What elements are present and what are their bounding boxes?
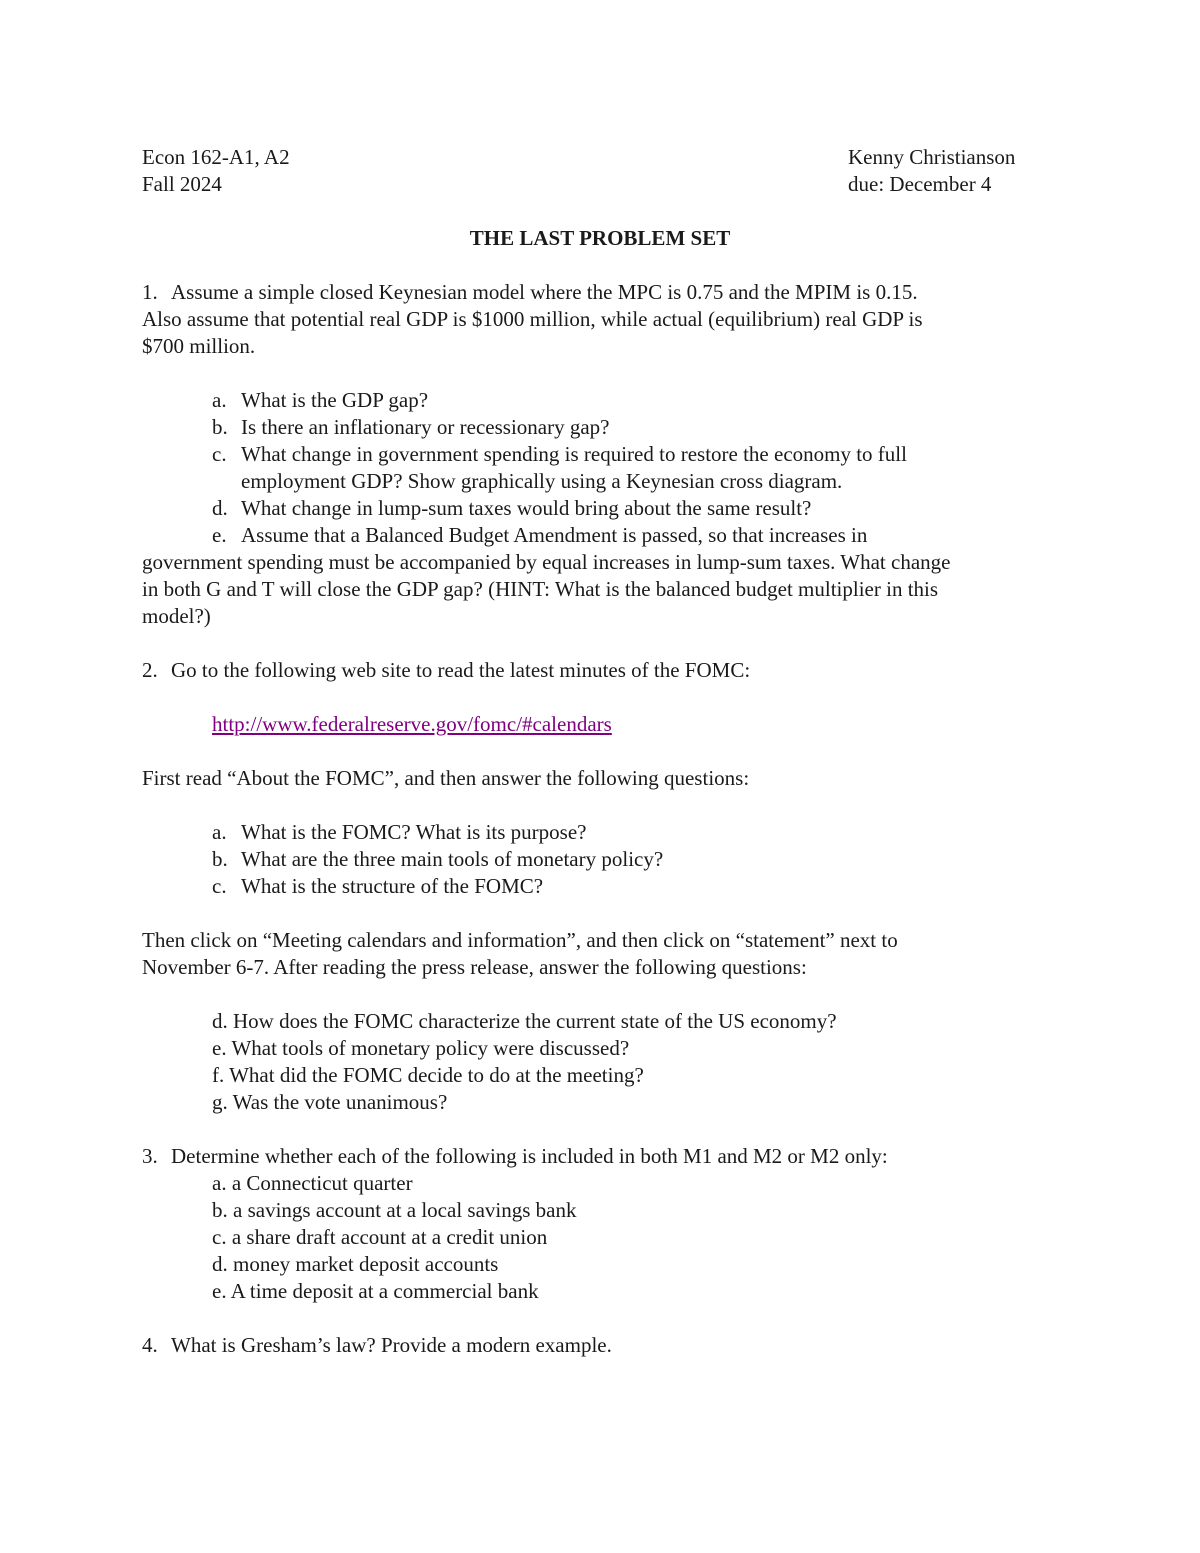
list-item: d. How does the FOMC characterize the current state of the US economy? [212,1009,837,1033]
list-item: c. a share draft account at a credit union [212,1225,548,1249]
instructor-name: Kenny Christianson [848,145,1016,169]
question-text: What is Gresham’s law? Provide a modern example. [171,1333,612,1357]
course-code: Econ 162-A1, A2 [142,145,290,169]
item-label: d. [212,496,228,520]
list-item: a. a Connecticut quarter [212,1171,413,1195]
fomc-calendars-link[interactable]: http://www.federalreserve.gov/fomc/#calendars [212,712,612,736]
question-number: 4. [142,1333,158,1357]
item-label: b. [212,847,228,871]
question-2-line-1 [142,657,750,684]
paragraph-line: Then click on “Meeting calendars and information”, and then click on “statement” next to [142,928,898,952]
list-item [212,846,663,873]
page-title: THE LAST PROBLEM SET [469,226,731,250]
question-number: 2. [142,658,158,682]
item-label: c. [212,442,227,466]
question-text: Assume a simple closed Keynesian model where the MPC is 0.75 and the MPIM is 0.15. [171,280,918,304]
term: Fall 2024 [142,172,222,196]
list-item: b. a savings account at a local savings bank [212,1198,577,1222]
list-item-continuation: employment GDP? Show graphically using a Keynesian cross diagram. [241,469,843,493]
item-label: a. [212,388,227,412]
item-text: What is the structure of the FOMC? [241,874,544,898]
item-text: Is there an inflationary or recessionary gap? [241,415,610,439]
list-item [212,387,428,414]
question-3 [142,1143,888,1170]
question-4 [142,1332,612,1359]
paragraph-line: First read “About the FOMC”, and then answer the following questions: [142,766,750,790]
item-text: Assume that a Balanced Budget Amendment is passed, so that increases in [241,523,868,547]
list-item: e. What tools of monetary policy were discussed? [212,1036,630,1060]
item-label: b. [212,415,228,439]
list-item [212,495,811,522]
item-text: What are the three main tools of monetary policy? [241,847,664,871]
question-1-line-2: Also assume that potential real GDP is $1000 million, while actual (equilibrium) real GDP is [142,307,923,331]
list-item [212,873,543,900]
item-text: What is the GDP gap? [241,388,429,412]
list-item [212,414,610,441]
item-text: What change in government spending is required to restore the economy to full [241,442,907,466]
item-label: a. [212,820,227,844]
list-item: d. money market deposit accounts [212,1252,499,1276]
question-1-line-1 [142,279,918,306]
question-number: 3. [142,1144,158,1168]
list-item [212,522,867,549]
question-1-line-3: $700 million. [142,334,256,358]
item-label: c. [212,874,227,898]
question-number: 1. [142,280,158,304]
paragraph-line: in both G and T will close the GDP gap? (HINT: What is the balanced budget multiplier in this [142,577,939,601]
list-item [212,819,587,846]
item-text: What is the FOMC? What is its purpose? [241,820,587,844]
paragraph-line: model?) [142,604,211,628]
item-label: e. [212,523,227,547]
list-item [212,441,907,468]
due-date: due: December 4 [848,172,992,196]
list-item: g. Was the vote unanimous? [212,1090,448,1114]
question-text: Determine whether each of the following is included in both M1 and M2 or M2 only: [171,1144,888,1168]
list-item: f. What did the FOMC decide to do at the meeting? [212,1063,644,1087]
question-text: Go to the following web site to read the latest minutes of the FOMC: [171,658,751,682]
item-text: What change in lump-sum taxes would bring about the same result? [241,496,812,520]
paragraph-line: November 6-7. After reading the press release, answer the following questions: [142,955,807,979]
paragraph-line: government spending must be accompanied by equal increases in lump-sum taxes. What change [142,550,951,574]
list-item: e. A time deposit at a commercial bank [212,1279,539,1303]
